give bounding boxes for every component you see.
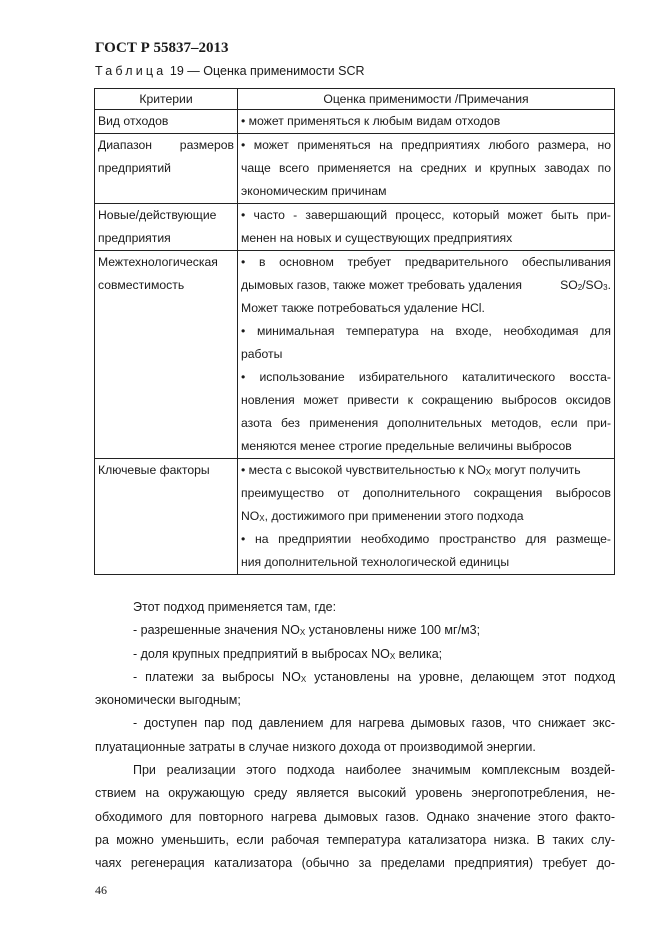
assessment-line: чаще всего применяется на средних и крупных заводах по — [241, 161, 611, 175]
assessment-line: азота без применения дополнительных методов, если при- — [241, 416, 611, 430]
col-header-assessment: Оценка применимости /Примечания — [238, 89, 615, 110]
criteria-text: Диапазон размеров — [98, 138, 234, 152]
bullet-line: - платежи за выбросы $NO_X$ установлены на уровне, делающем этот подход — [133, 669, 615, 684]
col-header-criteria: Критерии — [95, 89, 238, 110]
assessment-line: менен на новых и существующих предприятиях — [241, 231, 513, 245]
assessment-line: $NO_X$, достижимого при применении этого подхода — [241, 509, 524, 523]
criteria-text: предприятий — [98, 161, 171, 175]
assessment-line: экономическим причинам — [241, 184, 387, 198]
paragraph-line: обходимого для повторного нагрева дымовых газов. Однако значение этого факто- — [95, 809, 615, 824]
criteria-text: Ключевые факторы — [98, 463, 210, 477]
paragraph-line: ра можно уменьшить, если рабочая температура катализатора низка. В таких слу- — [95, 832, 615, 847]
assessment-line: Может также потребоваться удаление HCl. — [241, 301, 485, 315]
assessment-line: ния дополнительной технологической единицы — [241, 555, 510, 569]
assessment-line: • минимальная температура на входе, необходимая для — [241, 324, 611, 338]
criteria-text: совместимость — [98, 278, 185, 292]
assessment-line: • использование избирательного каталитического восста- — [241, 370, 611, 384]
bullet-line: экономически выгодным; — [95, 693, 241, 708]
criteria-cell — [95, 459, 238, 575]
table-row — [95, 204, 615, 251]
table-header-row — [95, 89, 615, 110]
table-row — [95, 459, 615, 575]
document-header: ГОСТ Р 55837–2013 — [95, 40, 229, 56]
assessment-line: преимущество от дополнительного сокращения выбросов — [241, 486, 611, 500]
assessment-line: работы — [241, 347, 283, 361]
caption-label: Таблица — [95, 64, 167, 78]
assessment-line: меняются менее строгие предельные величины выбросов — [241, 439, 572, 453]
assessment-line — [241, 274, 611, 297]
assessment-line: • может применяться на предприятиях любого размера, но — [241, 138, 611, 152]
assessment-cell — [238, 134, 615, 204]
criteria-cell — [95, 110, 238, 134]
criteria-cell — [95, 204, 238, 251]
assessment-cell — [238, 459, 615, 575]
assessment-line: • на предприятии необходимо пространство для размеще- — [241, 532, 611, 546]
assessment-line: • места с высокой чувствительностью к $NO_X$ могут получить — [241, 463, 581, 477]
paragraph-line: При реализации этого подхода наиболее значимым комплексным воздей- — [133, 763, 615, 778]
paragraph-intro: Этот подход применяется там, где: — [133, 600, 337, 614]
assessment-line: • может применяться к любым видам отходов — [241, 114, 501, 128]
page-number: 46 — [95, 883, 107, 897]
criteria-cell — [95, 134, 238, 204]
body-text — [95, 596, 615, 876]
so-formula: $SO_2/SO_3$. — [560, 278, 611, 292]
caption-text: 19 — Оценка применимости SCR — [166, 64, 365, 78]
assessment-cell — [238, 251, 615, 459]
bullet-line: плуатационные затраты в случае низкого дохода от производимой энергии. — [95, 739, 536, 754]
assessment-cell — [238, 204, 615, 251]
assessment-line-text: дымовых газов, также может требовать удаления — [241, 278, 522, 292]
paragraph-line: ствием на окружающую среду является высокий уровень энергопотребления, не- — [95, 786, 615, 801]
applicability-table — [94, 88, 615, 575]
assessment-line: • часто - завершающий процесс, который может быть при- — [241, 208, 611, 222]
bullet-line: - доля крупных предприятий в выбросах $NO_X$ велика; — [133, 646, 443, 661]
criteria-text: Новые/действующие — [98, 208, 217, 222]
table-caption — [95, 64, 365, 78]
assessment-line: новления может привести к сокращению выбросов оксидов — [241, 393, 611, 407]
criteria-text: Межтехнологическая — [98, 255, 218, 269]
assessment-line: • в основном требует предварительного обеспыливания — [241, 255, 611, 269]
criteria-text: Вид отходов — [98, 114, 169, 128]
criteria-cell — [95, 251, 238, 459]
table-row — [95, 251, 615, 459]
bullet-line: - разрешенные значения $NO_X$ установлены ниже 100 мг/м3; — [133, 623, 481, 638]
criteria-text: предприятия — [98, 231, 171, 245]
bullet-line: - доступен пар под давлением для нагрева дымовых газов, что снижает экс- — [133, 716, 615, 731]
assessment-cell — [238, 110, 615, 134]
table-row — [95, 110, 615, 134]
table-row — [95, 134, 615, 204]
paragraph-line: чаях регенерация катализатора (обычно за пределами предприятия) требует до- — [95, 856, 615, 871]
